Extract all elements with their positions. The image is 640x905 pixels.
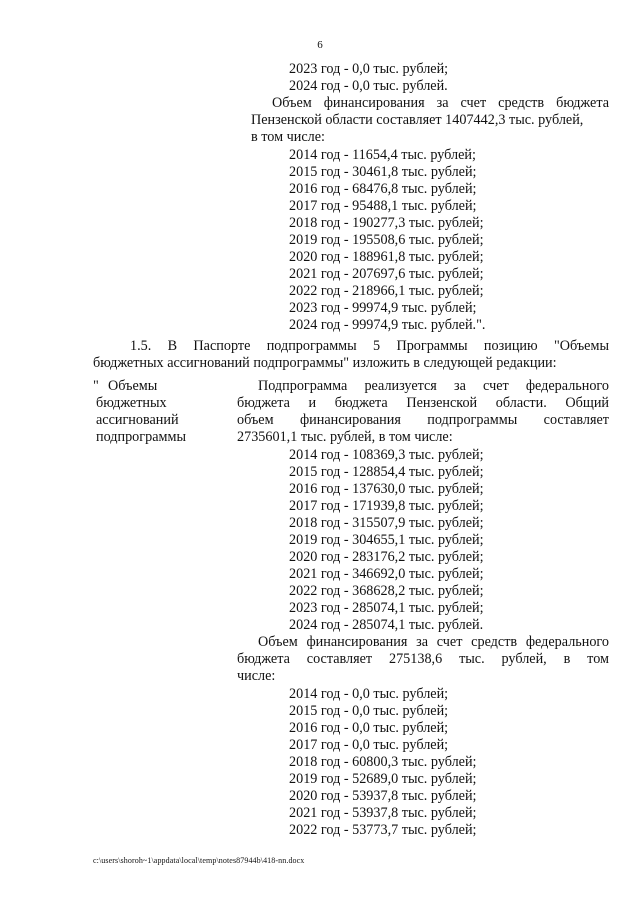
intro-line: Подпрограмма реализуется за счет федерального (258, 378, 609, 394)
federal-item: 2017 год - 0,0 тыс. рублей; (289, 737, 449, 753)
regional-funding-line: в том числе: (251, 129, 325, 145)
regional-funding-item: 2019 год - 195508,6 тыс. рублей; (289, 232, 484, 248)
federal-item: 2021 год - 53937,8 тыс. рублей; (289, 805, 477, 821)
total-item: 2020 год - 283176,2 тыс. рублей; (289, 549, 484, 565)
page-number: 6 (317, 39, 323, 51)
total-item: 2014 год - 108369,3 тыс. рублей; (289, 447, 484, 463)
regional-funding-item: 2022 год - 218966,1 тыс. рублей; (289, 283, 484, 299)
federal-item: 2016 год - 0,0 тыс. рублей; (289, 720, 449, 736)
regional-funding-item: 2024 год - 99974,9 тыс. рублей.". (289, 317, 486, 333)
top-list-item: 2023 год - 0,0 тыс. рублей; (289, 61, 449, 77)
total-item: 2018 год - 315507,9 тыс. рублей; (289, 515, 484, 531)
regional-funding-item: 2015 год - 30461,8 тыс. рублей; (289, 164, 477, 180)
regional-funding-line: Объем финансирования за счет средств бюджета (272, 95, 609, 111)
regional-funding-item: 2016 год - 68476,8 тыс. рублей; (289, 181, 477, 197)
top-list-item: 2024 год - 0,0 тыс. рублей. (289, 78, 448, 94)
intro-line: объем финансирования подпрограммы составляет (237, 412, 609, 428)
opening-quote: " (93, 378, 99, 394)
regional-funding-line: Пензенской области составляет 1407442,3 тыс. рублей, (251, 112, 584, 128)
federal-funding-line: Объем финансирования за счет средств федерального (258, 634, 609, 650)
regional-funding-item: 2020 год - 188961,8 тыс. рублей; (289, 249, 484, 265)
left-label-line: бюджетных (96, 395, 167, 411)
footer-file-path: c:\users\shoroh~1\appdata\local\temp\notes87944b\418-nn.docx (93, 856, 305, 865)
regional-funding-item: 2021 год - 207697,6 тыс. рублей; (289, 266, 484, 282)
regional-funding-item: 2023 год - 99974,9 тыс. рублей; (289, 300, 477, 316)
total-item: 2015 год - 128854,4 тыс. рублей; (289, 464, 484, 480)
regional-funding-item: 2014 год - 11654,4 тыс. рублей; (289, 147, 476, 163)
total-item: 2024 год - 285074,1 тыс. рублей. (289, 617, 484, 633)
total-item: 2021 год - 346692,0 тыс. рублей; (289, 566, 484, 582)
total-item: 2022 год - 368628,2 тыс. рублей; (289, 583, 484, 599)
federal-funding-line: бюджета составляет 275138,6 тыс. рублей, в том (237, 651, 609, 667)
regional-funding-item: 2017 год - 95488,1 тыс. рублей; (289, 198, 477, 214)
left-label-line: Объемы (108, 378, 158, 394)
total-item: 2019 год - 304655,1 тыс. рублей; (289, 532, 484, 548)
total-item: 2023 год - 285074,1 тыс. рублей; (289, 600, 484, 616)
federal-item: 2018 год - 60800,3 тыс. рублей; (289, 754, 477, 770)
federal-funding-line: числе: (237, 668, 276, 684)
regional-funding-item: 2018 год - 190277,3 тыс. рублей; (289, 215, 484, 231)
total-item: 2016 год - 137630,0 тыс. рублей; (289, 481, 484, 497)
federal-item: 2019 год - 52689,0 тыс. рублей; (289, 771, 477, 787)
federal-item: 2015 год - 0,0 тыс. рублей; (289, 703, 449, 719)
intro-line: 2735601,1 тыс. рублей, в том числе: (237, 429, 453, 445)
left-label-line: подпрограммы (96, 429, 186, 445)
section-1-5-line: 1.5. В Паспорте подпрограммы 5 Программы позицию "Объемы (130, 338, 609, 354)
section-1-5-line: бюджетных ассигнований подпрограммы" изложить в следующей редакции: (93, 355, 557, 371)
federal-item: 2020 год - 53937,8 тыс. рублей; (289, 788, 477, 804)
left-label-line: ассигнований (96, 412, 179, 428)
intro-line: бюджета и бюджета Пензенской области. Общий (237, 395, 609, 411)
total-item: 2017 год - 171939,8 тыс. рублей; (289, 498, 484, 514)
federal-item: 2014 год - 0,0 тыс. рублей; (289, 686, 449, 702)
federal-item: 2022 год - 53773,7 тыс. рублей; (289, 822, 477, 838)
